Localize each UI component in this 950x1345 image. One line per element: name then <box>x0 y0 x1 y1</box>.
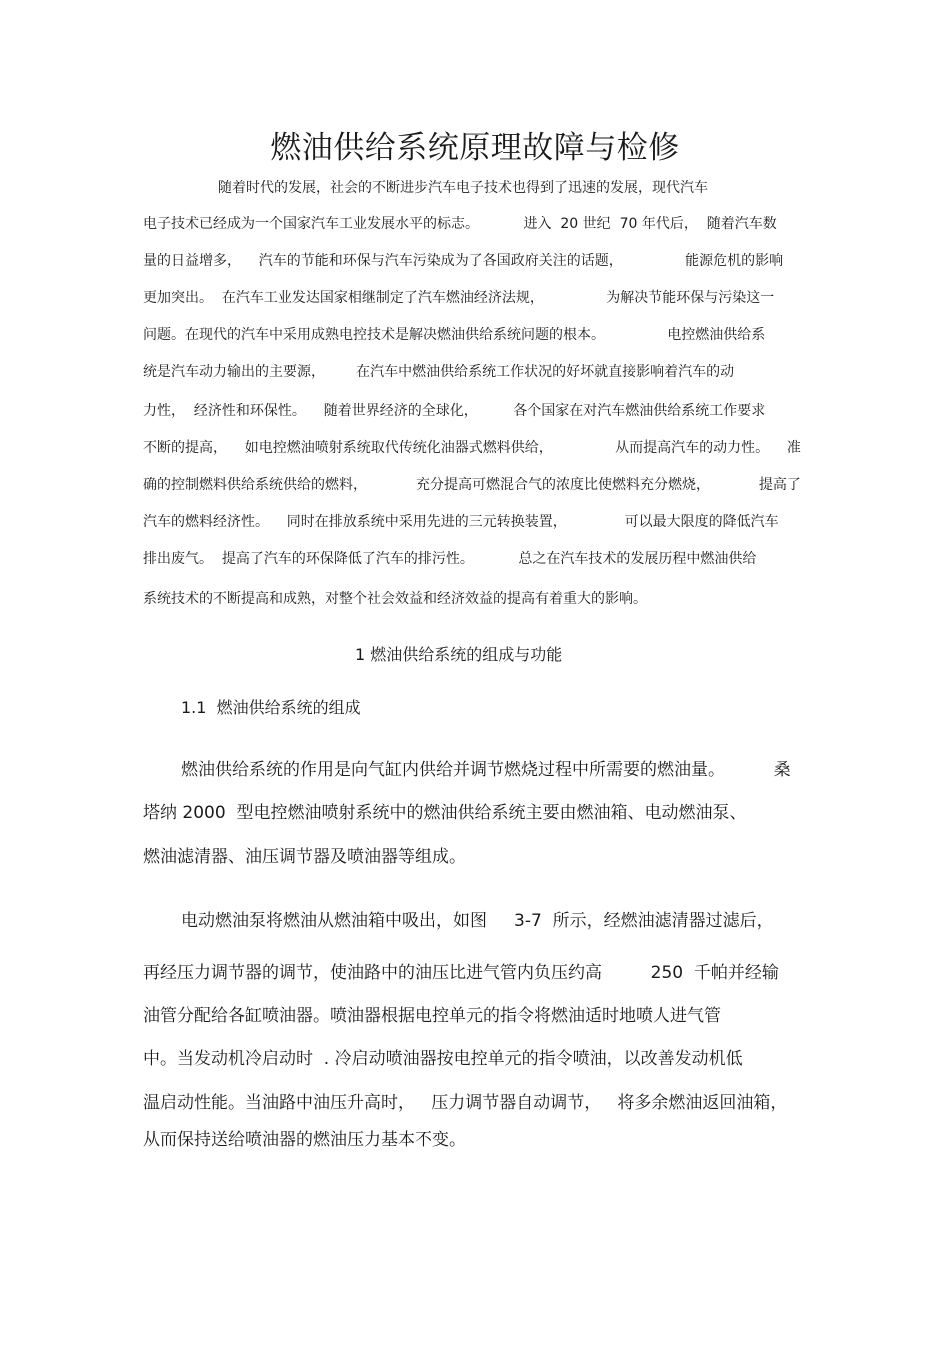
intro-line: 随着时代的发展，社会的不断进步汽车电子技术也得到了迅速的发展，现代汽车 <box>218 180 708 196</box>
body-line: 从而保持送给喷油器的燃油压力基本不变。 <box>143 1130 466 1150</box>
document-title: 燃油供给系统原理故障与检修 <box>270 130 680 166</box>
intro-line: 汽车的燃料经济性。 同时在排放系统中采用先进的三元转换装置， 可以最大限度的降低汽车 <box>143 514 779 530</box>
intro-line: 问题。在现代的汽车中采用成熟电控技术是解决燃油供给系统问题的根本。 电控燃油供给系 <box>143 327 766 343</box>
subsection-heading: 1.1 燃油供给系统的组成 <box>181 698 361 717</box>
intro-line: 量的日益增多， 汽车的节能和环保与汽车污染成为了各国政府关注的话题， 能源危机的影响 <box>143 253 784 269</box>
body-line: 再经压力调节器的调节，使油路中的油压比进气管内负压约高 250 千帕并经输 <box>143 963 779 983</box>
intro-line: 排出废气。 提高了汽车的环保降低了汽车的排污性。 总之在汽车技术的发展历程中燃油供给 <box>143 551 757 567</box>
body-line: 塔纳 2000 型电控燃油喷射系统中的燃油供给系统主要由燃油箱、电动燃油泵、 <box>143 803 747 823</box>
intro-line: 力性， 经济性和环保性。 随着世界经济的全球化， 各个国家在对汽车燃油供给系统工作要求 <box>143 403 766 419</box>
body-line: 油管分配给各缸喷油器。喷油器根据电控单元的指令将燃油适时地喷人进气管 <box>143 1006 721 1026</box>
body-line: 温启动性能。当油路中油压升高时， 压力调节器自动调节， 将多余燃油返回油箱， <box>143 1093 788 1113</box>
section-heading: 1 燃油供给系统的组成与功能 <box>355 645 563 664</box>
intro-line: 更加突出。 在汽车工业发达国家相继制定了汽车燃油经济法规， 为解决节能环保与污染这一 <box>143 290 775 306</box>
body-line: 电动燃油泵将燃油从燃油箱中吸出，如图 3-7 所示，经燃油滤清器过滤后， <box>181 911 774 931</box>
body-line: 燃油供给系统的作用是向气缸内供给并调节燃烧过程中所需要的燃油量。 桑 <box>181 760 791 780</box>
intro-line: 不断的提高， 如电控燃油喷射系统取代传统化油器式燃料供给， 从而提高汽车的动力性。 准 <box>143 440 801 456</box>
body-line: 中。当发动机冷启动时 . 冷启动喷油器按电控单元的指令喷油，以改善发动机低 <box>143 1049 743 1069</box>
intro-line: 统是汽车动力输出的主要源， 在汽车中燃油供给系统工作状况的好坏就直接影响着汽车的动 <box>143 364 735 380</box>
intro-line: 确的控制燃料供给系统供给的燃料， 充分提高可燃混合气的浓度比使燃料充分燃烧， 提高了 <box>143 477 801 493</box>
body-line: 燃油滤清器、油压调节器及喷油器等组成。 <box>143 847 466 867</box>
intro-line: 系统技术的不断提高和成熟，对整个社会效益和经济效益的提高有着重大的影响。 <box>143 591 647 607</box>
intro-line: 电子技术已经成为一个国家汽车工业发展水平的标志。 进入 20 世纪 70 年代后， 随着汽车数 <box>143 216 777 232</box>
